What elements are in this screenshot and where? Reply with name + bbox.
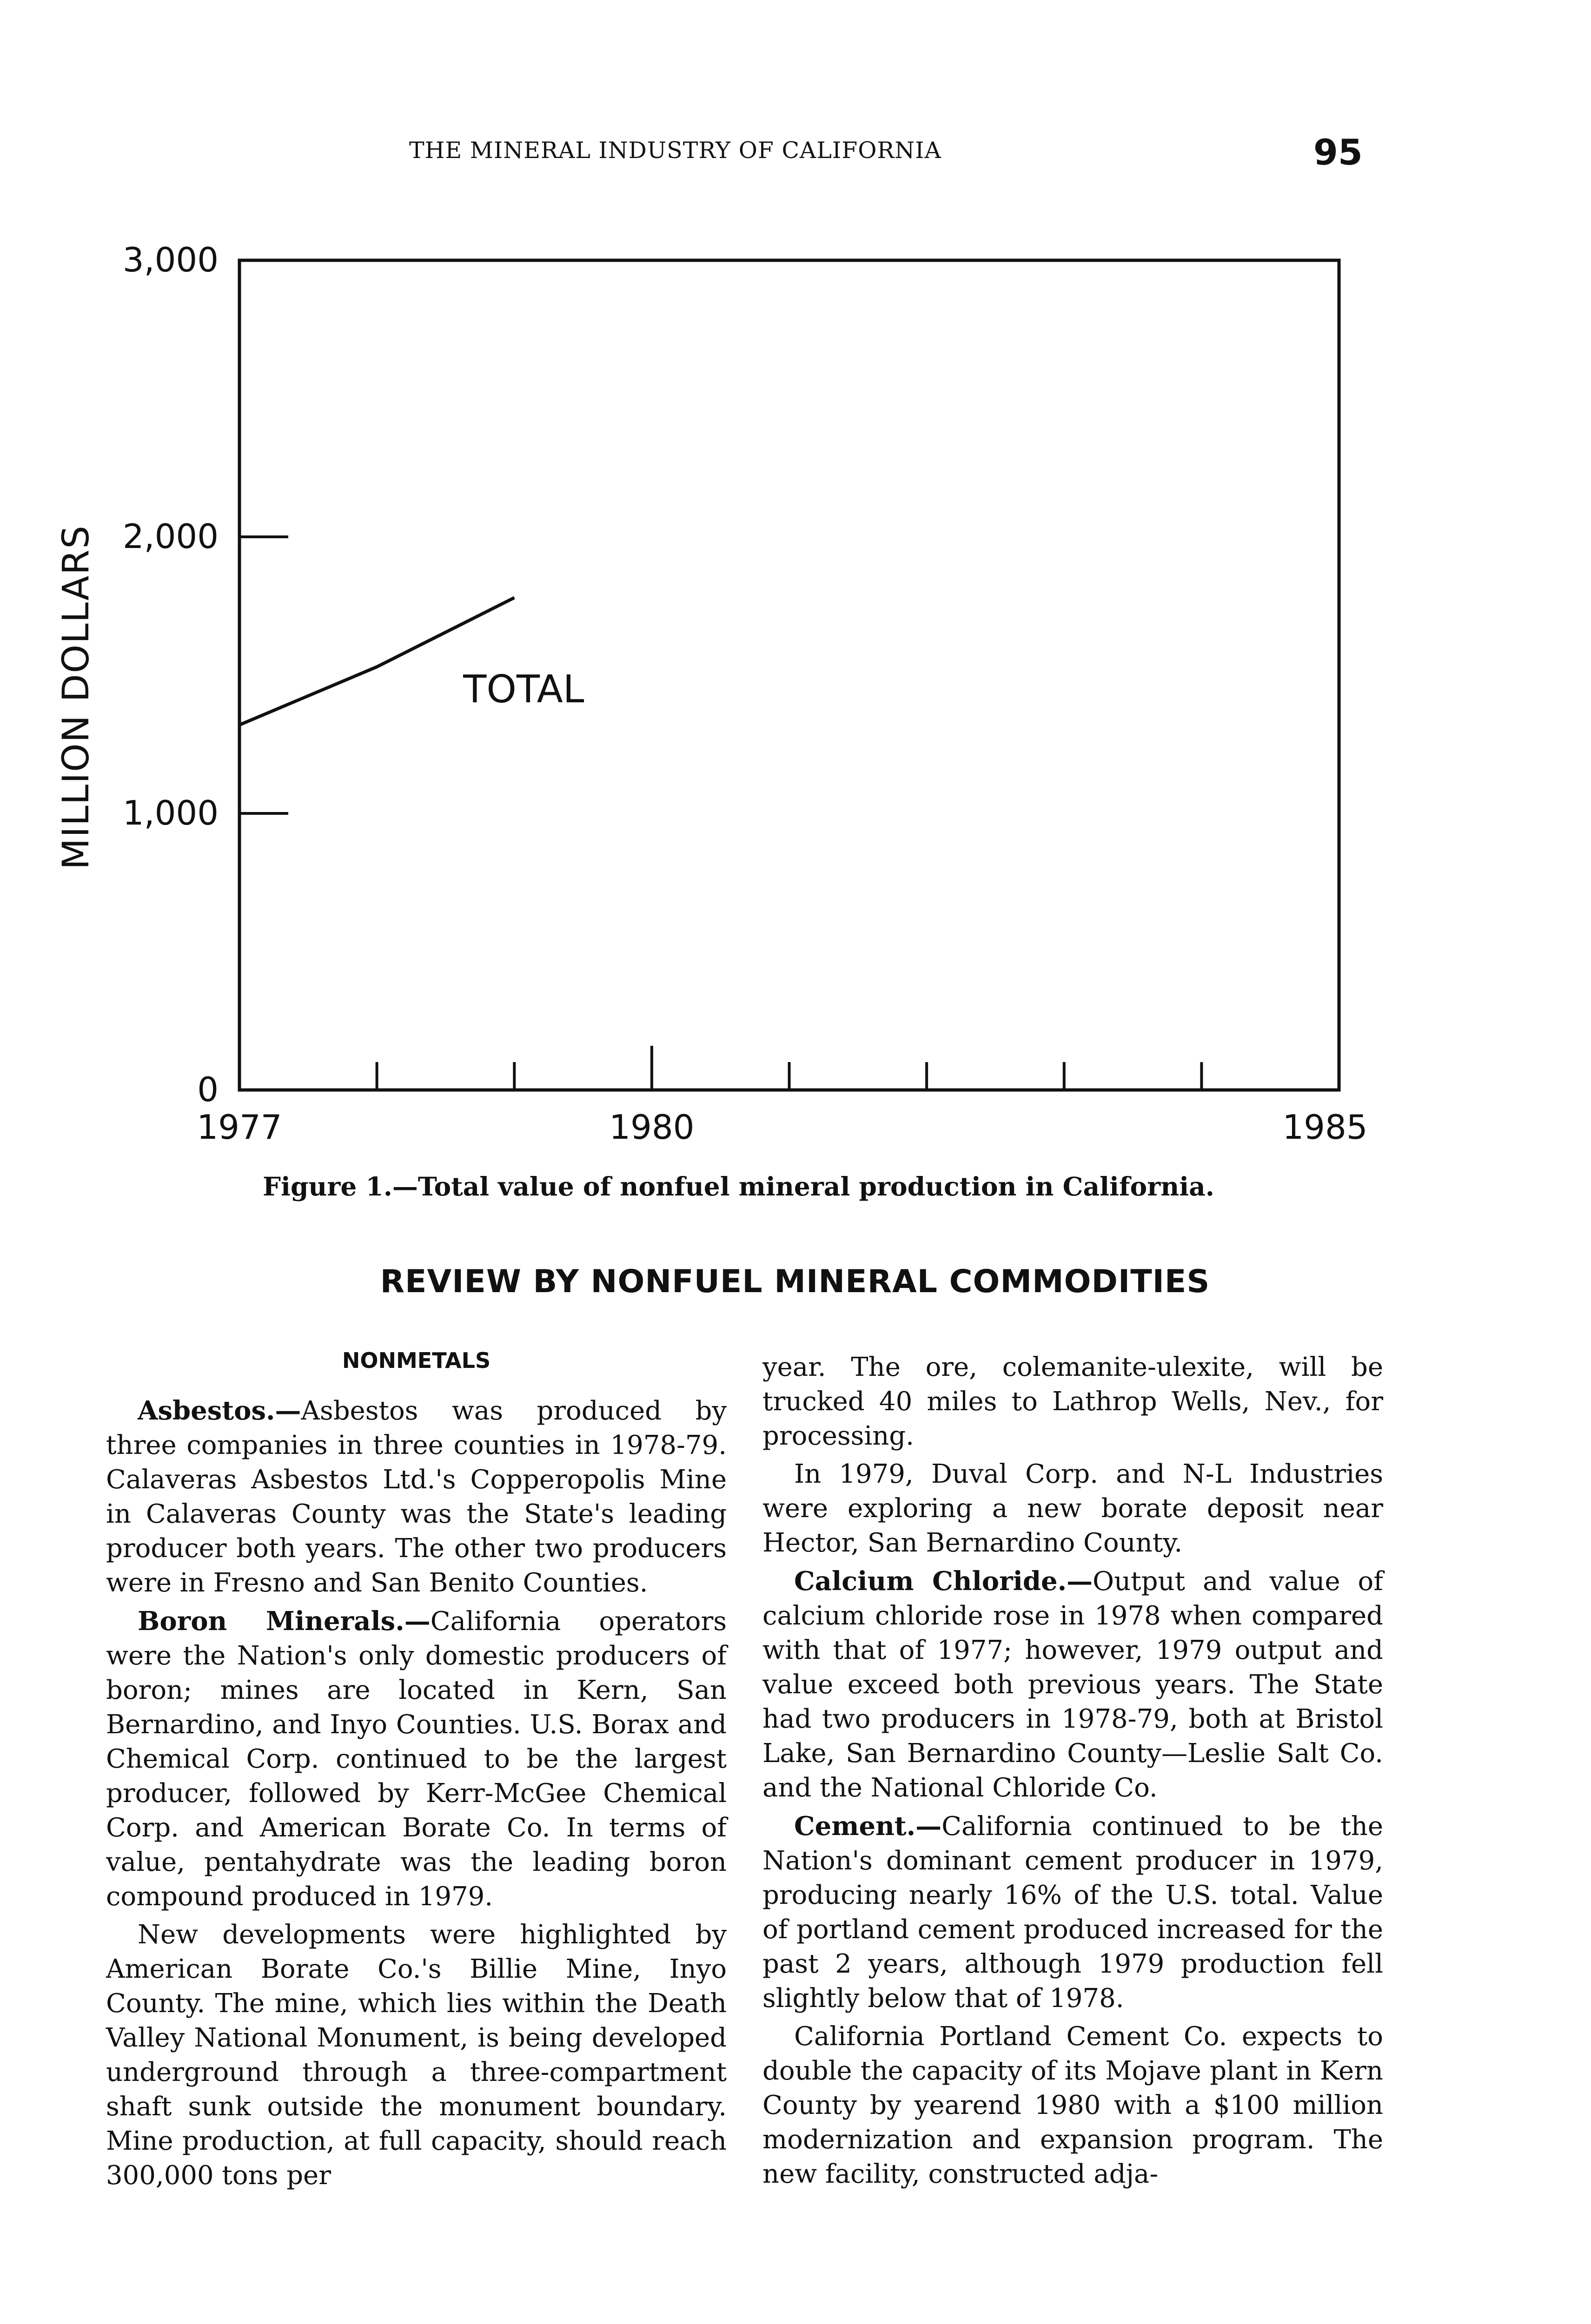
x-tick-label-1: 1980: [609, 1108, 695, 1147]
series-point-2: [514, 597, 515, 598]
plot-frame: [239, 260, 1339, 1090]
lead-cement: Cement.—: [794, 1811, 942, 1842]
series-label-total: TOTAL: [463, 667, 584, 712]
y-tick-label-0: 0: [197, 1070, 219, 1109]
lead-boron: Boron Minerals.—: [138, 1606, 431, 1637]
paragraph-boron: [106, 1604, 727, 1914]
text-california-portland: California Portland Cement Co. expects to double the capacity of its Mojave plant in Kern County by yearend 1980 with a $100 million modernization and expansion program. The new facility, constructed adja-: [762, 2021, 1383, 2189]
x-tick-label-0: 1977: [197, 1108, 282, 1147]
y-axis-label: MILLION DOLLARS: [55, 525, 97, 870]
y-tick-label-3: 3,000: [122, 240, 219, 279]
y-tick-label-1: 1,000: [122, 793, 219, 832]
text-boron: California operators were the Nation's only domestic producers of boron; mines are located in Kern, San Bernardino, and Inyo Counties. U.S. Borax and Chemical Corp. continued to be the largest producer, followed by Kerr-McGee Chemical Corp. and American Borate Co. In terms of value, pentahydrate was the leading boron compound produced in 1979.: [106, 1606, 727, 1912]
section-title: REVIEW BY NONFUEL MINERAL COMMODITIES: [380, 1263, 1210, 1300]
text-duval: In 1979, Duval Corp. and N-L Industries were exploring a new borate deposit near Hector, San Bernardino County.: [762, 1459, 1383, 1558]
text-continued: year. The ore, colemanite-ulexite, will be trucked 40 miles to Lathrop Wells, Nev., for processing.: [762, 1352, 1383, 1451]
lead-calcium-chloride: Calcium Chloride.—: [794, 1566, 1093, 1597]
lead-asbestos: Asbestos.—: [138, 1395, 301, 1426]
x-tick-label-2: 1985: [1282, 1108, 1368, 1147]
text-calcium-chloride: Output and value of calcium chloride rose in 1978 when compared with that of 1977; however, 1979 output and value exceed both previous years. The State had two producers in 1978-79, both at Bristol Lake, San Bernardino County—Leslie Salt Co. and the National Chloride Co.: [762, 1566, 1383, 1803]
paragraph-cement: [762, 1809, 1383, 2016]
paragraph-calcium-chloride: [762, 1564, 1383, 1805]
paragraph-asbestos: [106, 1393, 727, 1600]
right-column: [762, 1350, 1383, 2195]
figure-caption: Figure 1.—Total value of nonfuel mineral production in California.: [263, 1171, 1214, 1202]
left-column: [106, 1343, 727, 2197]
text-asbestos: Asbestos was produced by three companies in three counties in 1978-79. Calaveras Asbestos Ltd.'s Copperopolis Mine in Calaveras County was the State's leading producer both years. The other two producers were in Fresno and San Benito Counties.: [106, 1396, 727, 1598]
paragraph-continued: [762, 1350, 1383, 1453]
text-new-developments: New developments were highlighted by American Borate Co.'s Billie Mine, Inyo County. The mine, which lies within the Death Valley National Monument, is being developed underground through a three-compartment shaft sunk outside the monument boundary. Mine production, at full capacity, should reach 300,000 tons per: [106, 1920, 727, 2191]
text-cement: California continued to be the Nation's dominant cement producer in 1979, producing nearly 16% of the U.S. total. Value of portland cement produced increased for the past 2 years, although 1979 production fell slightly below that of 1978.: [762, 1811, 1383, 2014]
page-number: 95: [1313, 132, 1363, 173]
running-header: THE MINERAL INDUSTRY OF CALIFORNIA: [409, 137, 941, 164]
paragraph-california-portland: [762, 2020, 1383, 2192]
y-tick-label-2: 2,000: [122, 517, 219, 556]
paragraph-duval: [762, 1457, 1383, 1560]
subhead-nonmetals: NONMETALS: [342, 1348, 491, 1373]
paragraph-new-developments: [106, 1918, 727, 2193]
